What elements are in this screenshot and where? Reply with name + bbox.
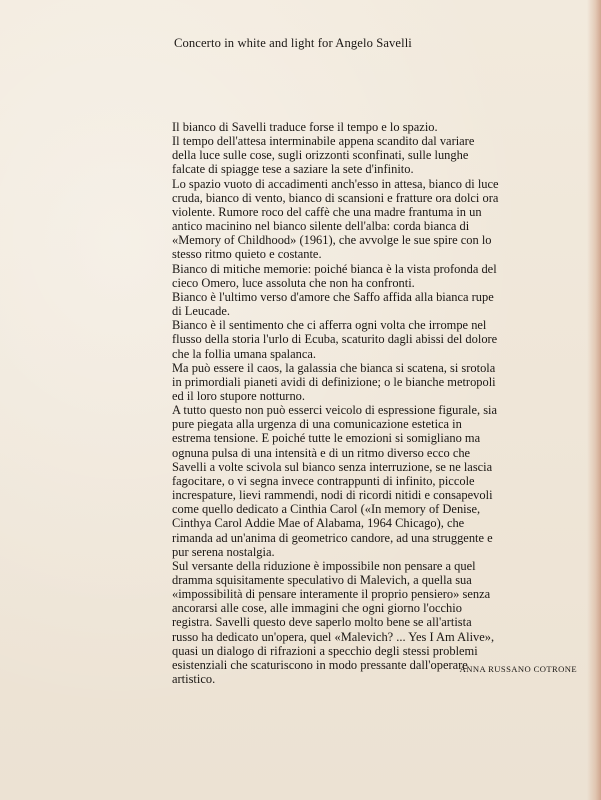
body-line: Bianco è il sentimento che ci afferra ogni volta che irrompe nel [172, 318, 487, 333]
body-line: quasi un dialogo di rifrazioni a specchio degli stessi problemi [172, 643, 478, 658]
body-line: flusso della storia l'urlo di Ecuba, scaturito dagli abissi del dolore [172, 332, 498, 347]
body-line: registra. Savelli questo deve saperlo molto bene se all'artista [172, 615, 472, 630]
body-line: che la follia umana spalanca. [172, 346, 316, 361]
body-line: «Memory of Childhood» (1961), che avvolge le sue spire con lo [172, 233, 492, 248]
body-line: artistico. [172, 672, 216, 687]
body-line: Il bianco di Savelli traduce forse il tempo e lo spazio. [172, 120, 438, 134]
body-line: Savelli a volte scivola sul bianco senza interruzione, se ne lascia [172, 459, 493, 474]
author-signature: ANNA RUSSANO COTRONE [459, 664, 577, 674]
body-line: increspature, lievi rammendi, nodi di ricordi nitidi e consapevoli [172, 488, 493, 503]
body-line: antico macinino nel bianco silente dell'alba: corda bianca di [172, 219, 470, 234]
body-line: Sul versante della riduzione è impossibile non pensare a quel [172, 558, 476, 573]
body-line: violente. Rumore roco del caffè che una madre frantuma in un [172, 204, 482, 219]
body-line: russo ha dedicato un'opera, quel «Malevich? ... Yes I Am Alive», [172, 629, 495, 644]
body-line: pure piegata alla urgenza di una comunicazione estetica in [172, 417, 462, 432]
body-line: Bianco è l'ultimo verso d'amore che Saffo affida alla bianca rupe [172, 289, 494, 304]
body-line: estrema tensione. E poiché tutte le emozioni si somigliano ma [172, 431, 481, 446]
body-line: Lo spazio vuoto di accadimenti anch'esso in attesa, bianco di luce [172, 176, 499, 191]
body-line: Cinthya Carol Addie Mae of Alabama, 1964 Chicago), che [172, 516, 465, 531]
article-body [172, 120, 572, 686]
body-line: cieco Omero, luce assoluta che non ha confronti. [172, 275, 415, 290]
body-line: della luce sulle cose, sugli orizzonti sconfinati, sulle lunghe [172, 148, 469, 163]
body-line: fagocitare, o vi segna invece contrappunti di infinito, piccole [172, 473, 475, 488]
body-line: ognuna pulsa di una intensità e di un ritmo diverso ecco che [172, 445, 471, 460]
article-title: Concerto in white and light for Angelo Savelli [174, 36, 412, 50]
body-line: come quello dedicato a Cinthia Carol («In memory of Denise, [172, 502, 481, 517]
body-line: Il tempo dell'attesa interminabile appena scandito dal variare [172, 134, 475, 149]
body-line: stesso ritmo quieto e costante. [172, 247, 322, 262]
body-line: dramma squisitamente speculativo di Malevich, a quella sua [172, 573, 472, 587]
body-line: ed il loro stupore notturno. [172, 388, 305, 403]
body-line: falcate di spiagge tese a saziare la sete d'infinito. [172, 162, 414, 177]
body-line: A tutto questo non può esserci veicolo di espressione figurale, sia [172, 403, 498, 418]
body-line: pur serena nostalgia. [172, 544, 275, 559]
body-line: ancorarsi alle cose, alle immagini che ogni giorno l'occhio [172, 601, 462, 616]
body-line: cruda, bianco di vento, bianco di scansioni e fratture ora dolci ora [172, 190, 499, 205]
body-line: rimanda ad un'anima di geometrico candore, ad una struggente e [172, 530, 493, 545]
body-line: Ma può essere il caos, la galassia che bianca si scatena, si srotola [172, 360, 496, 375]
body-line: esistenziali che scaturiscono in modo pressante dall'operare [172, 657, 468, 672]
page-edge-shadow [587, 0, 601, 800]
body-line: «impossibilità di pensare interamente il proprio pensiero» senza [172, 587, 491, 602]
body-line: Bianco di mitiche memorie: poiché bianca è la vista profonda del [172, 261, 497, 276]
body-line: di Leucade. [172, 304, 231, 319]
body-line: in primordiali pianeti avidi di definizione; o le bianche metropoli [172, 374, 496, 389]
